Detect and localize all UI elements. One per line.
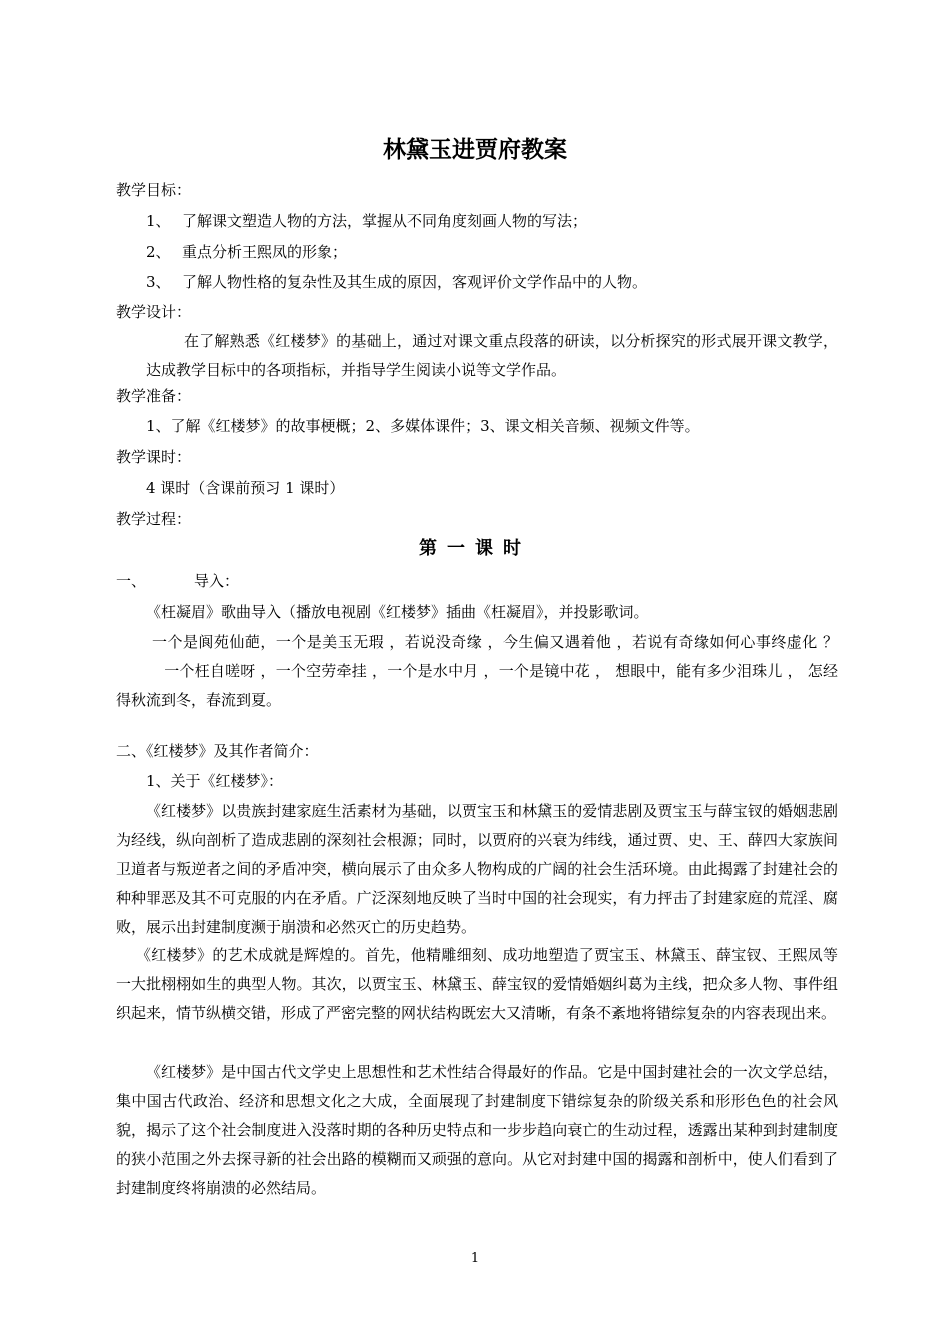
goal-item-text: 了解课文塑造人物的方法，掌握从不同角度刻画人物的写法； (182, 212, 588, 230)
lyrics-paragraph (116, 628, 838, 715)
lyrics-line-a: 一个是阆苑仙葩，一个是美玉无瑕 ，若说没奇缘 ，今生偏又遇着他 ，若说有奇缘如何心事终虚化 ？ (152, 633, 838, 651)
section-2-subheading: 1、关于《红楼梦》： (146, 772, 284, 790)
goal-item-number: 1、 (146, 212, 171, 230)
goal-item-text: 了解人物性格的复杂性及其生成的原因，客观评价文学作品中的人物。 (182, 273, 648, 291)
section-1-heading (116, 567, 838, 596)
intro-paragraph: 《枉凝眉》歌曲导入（播放电视剧《红楼梦》插曲《枉凝眉》，并投影歌词。 (146, 603, 649, 621)
goal-item (146, 207, 838, 236)
document-title: 林黛玉进贾府教案 (383, 137, 567, 163)
process-heading: 教学过程： (116, 510, 192, 528)
design-heading: 教学设计： (116, 303, 192, 321)
page-number: 1 (470, 1251, 480, 1266)
lesson-title: 第一课时 (419, 538, 531, 559)
goal-item (146, 268, 838, 297)
prep-heading: 教学准备： (116, 387, 192, 405)
hours-text: 4 课时（含课前预习 1 课时） (146, 479, 345, 497)
goals-heading: 教学目标： (116, 181, 192, 199)
body-paragraph-1: 《红楼梦》以贵族封建家庭生活素材为基础，以贾宝玉和林黛玉的爱情悲剧及贾宝玉与薛宝钗的婚姻悲剧为经线，纵向剖析了造成悲剧的深刻社会根源；同时，以贾府的兴衰为纬线，通过贾、史、王、薛四大家族间卫道者与叛逆者之间的矛盾冲突，横向展示了由众多人物构成的广阔的社会生活环境。由此揭露了封建社会的种种罪恶及其不可克服的内在矛盾。广泛深刻地反映了当时中国的社会现实，有力抨击了封建家庭的荒淫、腐败，展示出封建制度濒于崩溃和必然灭亡的历史趋势。 (116, 802, 838, 936)
prep-text: 1、了解《红楼梦》的故事梗概；2、多媒体课件；3、课文相关音频、视频文件等。 (146, 417, 700, 435)
design-paragraph: 在了解熟悉《红楼梦》的基础上，通过对课文重点段落的研读，以分析探究的形式展开课文教学，达成教学目标中的各项指标，并指导学生阅读小说等文学作品。 (146, 332, 838, 379)
body-paragraph-3: 《红楼梦》是中国古代文学史上思想性和艺术性结合得最好的作品。它是中国封建社会的一次文学总结，集中国古代政治、经济和思想文化之大成，全面展现了封建制度下错综复杂的阶级关系和形形色色的社会风貌，揭示了这个社会制度进入没落时期的各种历史特点和一步步趋向衰亡的生动过程，透露出某种到封建制度的狭小范围之外去探寻新的社会出路的模糊而又顽强的意向。从它对封建中国的揭露和剖析中，使人们看到了封建制度终将崩溃的必然结局。 (116, 1063, 838, 1197)
lyrics-line-b: 一个枉自嗟呀 ，一个空劳牵挂 ，一个是水中月 ，一个是镜中花 ， 想眼中，能有多少泪珠儿 ， 怎经得秋流到冬，春流到夏。 (116, 662, 838, 709)
section-1-number: 一、 (116, 572, 147, 590)
body-paragraph-2: 《红楼梦》的艺术成就是辉煌的。首先，他精雕细刻、成功地塑造了贾宝玉、林黛玉、薛宝钗、王熙凤等一大批栩栩如生的典型人物。其次，以贾宝玉、林黛玉、薛宝钗的爱情婚姻纠葛为主线，把众多人物、事件组织起来，情节纵横交错，形成了严密完整的网状结构既宏大又清晰，有条不紊地将错综复杂的内容表现出来。 (116, 946, 838, 1022)
goal-item-number: 2、 (146, 243, 171, 261)
hours-heading: 教学课时： (116, 448, 192, 466)
section-2-heading: 二、《红楼梦》及其作者简介： (116, 742, 319, 760)
goal-item-text: 重点分析王熙凤的形象； (182, 243, 348, 261)
goal-item (146, 238, 838, 267)
goal-item-number: 3、 (146, 273, 171, 291)
section-1-title: 导入： (194, 572, 240, 590)
